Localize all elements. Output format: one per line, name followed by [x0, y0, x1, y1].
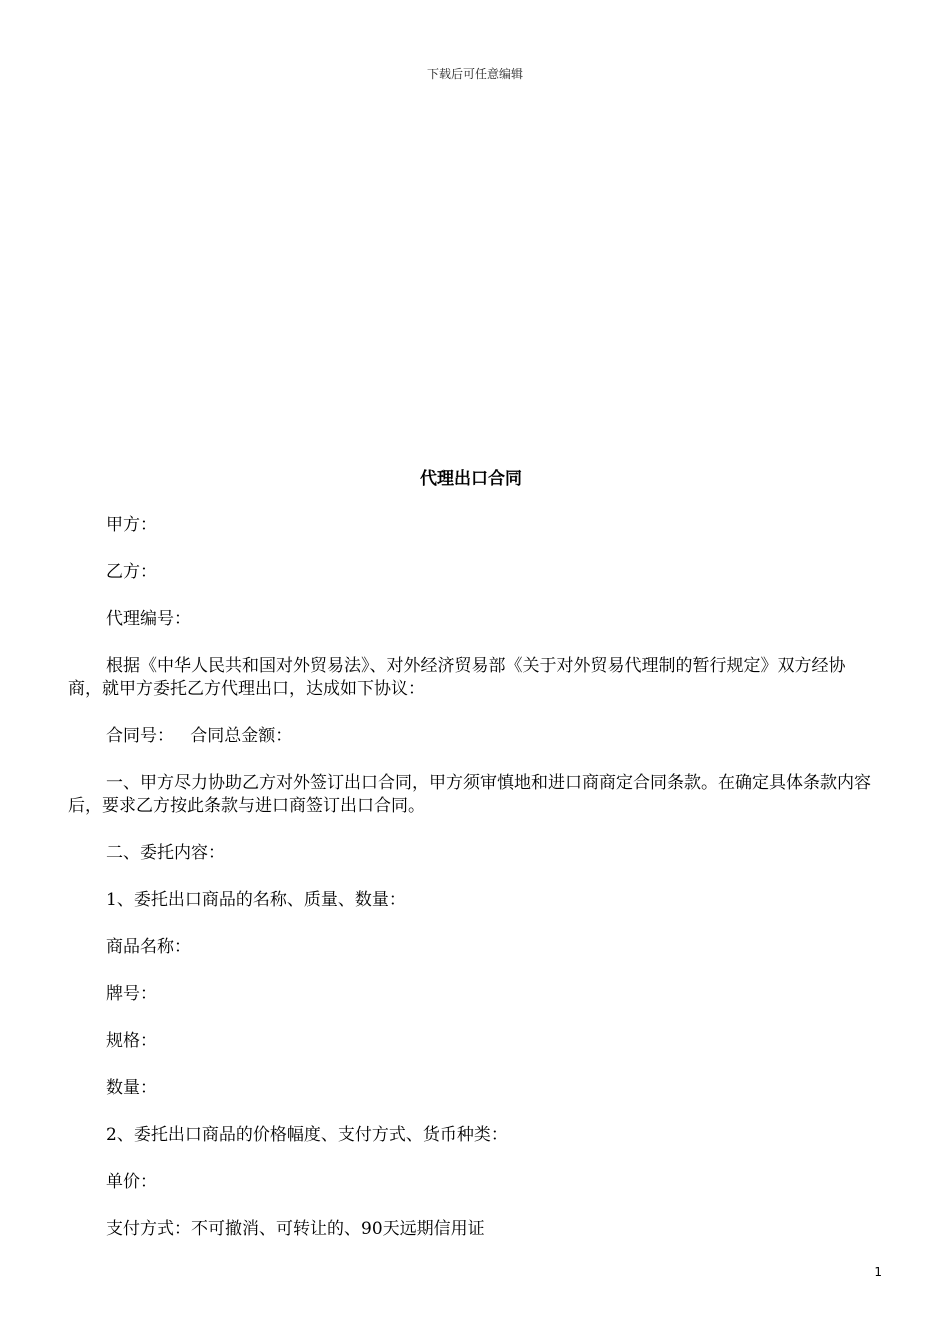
payment-method-line: 支付方式：不可撤消、可转让的、90天远期信用证: [106, 1219, 485, 1239]
document-title: 代理出口合同: [420, 469, 522, 489]
clause-two-heading: 二、委托内容：: [106, 843, 225, 863]
header-note: 下载后可任意编辑: [426, 67, 523, 81]
item-two-heading: 2、委托出口商品的价格幅度、支付方式、货币种类：: [106, 1125, 508, 1145]
product-name-line: 商品名称：: [106, 937, 191, 957]
party-a-line: 甲方：: [106, 515, 157, 535]
contract-number-line: 合同号： 合同总金额：: [106, 726, 293, 746]
preamble-paragraph: 根据《中华人民共和国对外贸易法》、对外经济贸易部《关于对外贸易代理制的暂行规定》双方经协商，就甲方委托乙方代理出口，达成如下协议：: [68, 656, 846, 699]
clause-one-paragraph: 一、甲方尽力协助乙方对外签订出口合同，甲方须审慎地和进口商商定合同条款。在确定具体条款内容后，要求乙方按此条款与进口商签订出口合同。: [68, 773, 871, 816]
quantity-line: 数量：: [106, 1078, 157, 1098]
specification-line: 规格：: [106, 1031, 157, 1051]
party-b-line: 乙方：: [106, 562, 157, 582]
agency-number-line: 代理编号：: [106, 609, 191, 629]
unit-price-line: 单价：: [106, 1172, 157, 1192]
item-one-heading: 1、委托出口商品的名称、质量、数量：: [106, 890, 406, 910]
document-body: [68, 466, 874, 1265]
page-number: 1: [874, 1265, 882, 1279]
brand-line: 牌号：: [106, 984, 157, 1004]
